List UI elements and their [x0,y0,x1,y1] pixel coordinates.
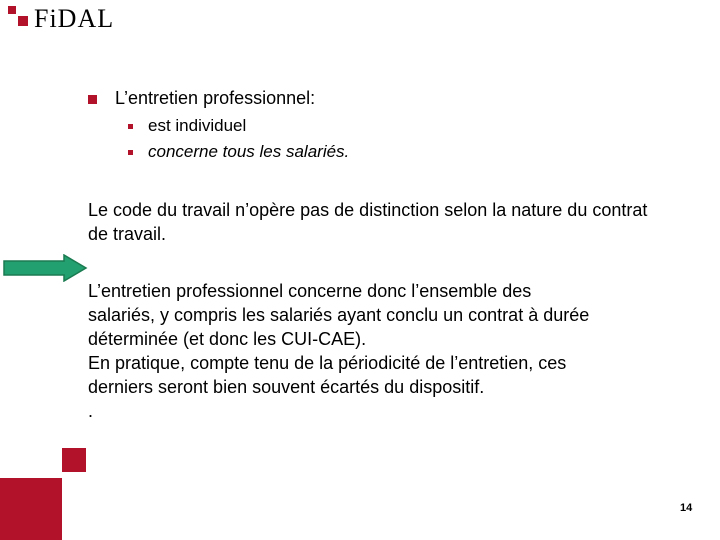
paragraph-2-line: derniers seront bien souvent écartés du dispositif. [88,377,485,397]
paragraph-2-line: . [88,401,94,421]
sub-item-1 [128,116,246,136]
square-bullet-icon [88,95,97,104]
small-square-bullet-icon [128,124,133,129]
sub-item-2-text: concerne tous les salariés. [148,142,350,161]
paragraph-2-line: L’entretien professionnel concerne donc l’ensemble des [88,281,532,301]
paragraph-2-line: salariés, y compris les salariés ayant conclu un contrat à durée [88,305,590,325]
paragraph-2-line: déterminée (et donc les CUI-CAE). [88,329,367,349]
paragraph-2 [88,279,668,423]
sub-item-2 [128,142,349,162]
heading-text: L’entretien professionnel: [115,88,316,108]
page-number: 14 [680,502,693,514]
decorative-square-small [62,448,86,472]
logo-square-large [18,16,28,26]
logo-square-small [8,6,16,14]
paragraph-2-line: En pratique, compte tenu de la périodicité de l’entretien, ces [88,353,567,373]
heading-bullet-item [88,88,315,109]
small-square-bullet-icon [128,150,133,155]
logo-text: FiDAL [34,4,115,33]
paragraph-1: Le code du travail n’opère pas de distinction selon la nature du contrat de travail. [88,200,648,244]
decorative-square-large [0,478,62,540]
right-arrow-icon [2,254,88,282]
sub-item-1-text: est individuel [148,116,247,135]
